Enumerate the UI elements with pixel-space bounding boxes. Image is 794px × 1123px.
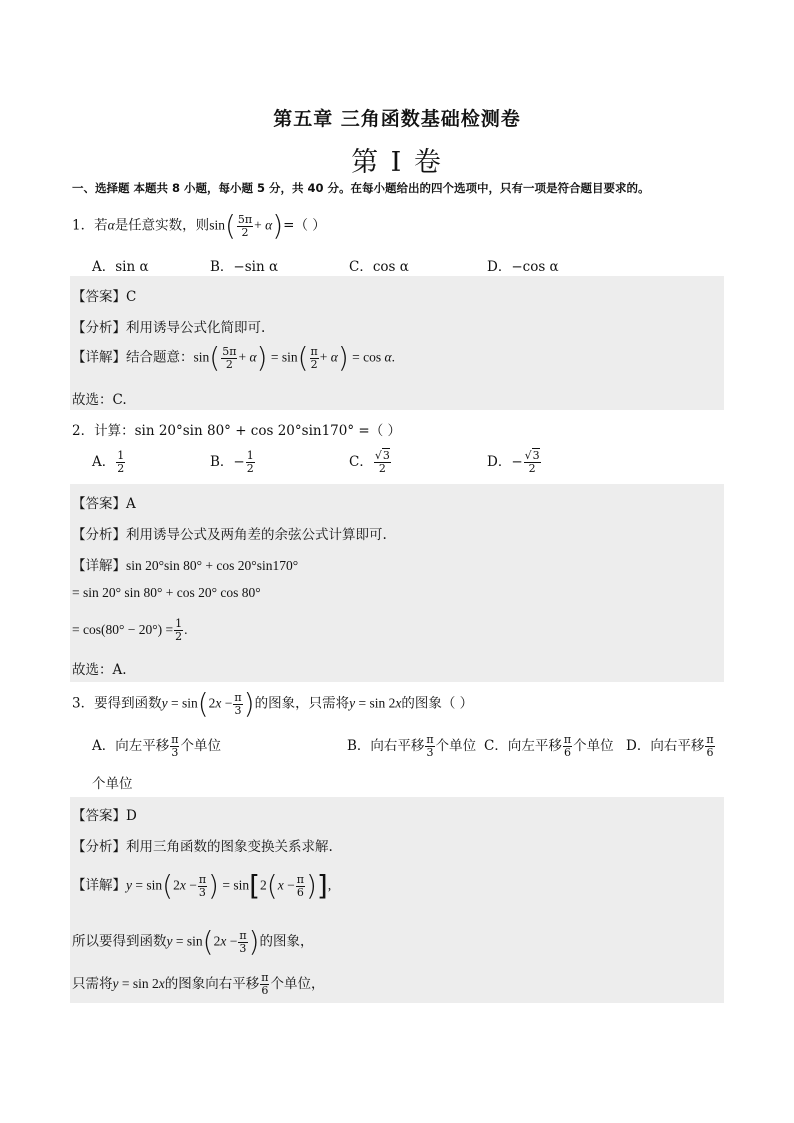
q3-detail-2: 所以要得到函数y = sin(2x − $\frac{\pi}{3}$ )的图象， xyxy=(72,925,314,958)
q2-option-d: D．− $\frac{√3}{2}$ xyxy=(487,449,540,475)
q1-option-c: C．cos α xyxy=(349,259,409,275)
q3-option-d-cont: 个单位 xyxy=(92,776,133,792)
q2-detail-2: = sin 20° sin 80° + cos 20° cos 80° xyxy=(72,585,261,600)
q1-detail: 【详解】结合题意：sin( $\frac{5\pi}{2}$ + α) = sin( $\frac{\pi}{2}$ + α) = cos α. xyxy=(72,341,395,374)
q3-answer: 【答案】D xyxy=(72,808,137,824)
q2-answer: 【答案】A xyxy=(72,496,136,512)
q2-option-b: B．− $\frac{1}{2}$ xyxy=(210,449,254,475)
q1-solution-box xyxy=(70,276,724,410)
q2-stem: 2．计算：sin 20°sin 80° + cos 20°sin170° =（ ） xyxy=(72,423,401,439)
q3-analysis: 【分析】利用三角函数的图象变换关系求解. xyxy=(72,839,333,855)
q1-stem: 1．若α是任意实数，则sin( $\frac{5\pi}{2}$ + α)=（ ） xyxy=(72,209,326,242)
q2-pick: 故选：A. xyxy=(72,662,127,678)
q3-option-c: C．向左平移 $\frac{\pi}{6}$ 个单位 xyxy=(484,733,614,759)
q1-pick: 故选：C. xyxy=(72,392,127,408)
q1-option-d: D．−cos α xyxy=(487,259,559,275)
section-header: 一、选择题 本题共 8 小题，每小题 5 分，共 40 分。在每小题给出的四个选项中，只有一项是符合题目要求的。 xyxy=(72,181,650,195)
volume-title: 第 I 卷 xyxy=(351,147,443,178)
q2-analysis: 【分析】利用诱导公式及两角差的余弦公式计算即可. xyxy=(72,527,387,543)
q3-option-a: A．向左平移 $\frac{\pi}{3}$ 个单位 xyxy=(92,733,221,759)
q2-solution-box xyxy=(70,484,724,682)
q3-detail: 【详解】y = sin(2x − $\frac{\pi}{3}$ ) = sin[2(x − $\frac{\pi}{6}$ )], xyxy=(72,869,332,902)
q1-answer: 【答案】C xyxy=(72,289,137,305)
q3-stem: 3．要得到函数y = sin(2x − $\frac{\pi}{3}$ )的图象，只需将y = sin 2x的图象（ ） xyxy=(72,687,474,720)
q2-option-a: A． $\frac{1}{2}$ xyxy=(92,449,125,475)
q3-option-d: D．向右平移 $\frac{\pi}{6}$ xyxy=(626,733,714,759)
q1-analysis: 【分析】利用诱导公式化简即可. xyxy=(72,320,266,336)
q3-detail-3: 只需将y = sin 2x的图象向右平移 $\frac{\pi}{6}$ 个单位， xyxy=(72,971,325,997)
q1-option-a: A．sin α xyxy=(92,259,149,275)
q2-option-c: C． $\frac{√3}{2}$ xyxy=(349,449,390,475)
q1-option-b: B．−sin α xyxy=(210,259,279,275)
q3-option-b: B．向右平移 $\frac{\pi}{3}$ 个单位 xyxy=(347,733,477,759)
q2-detail-1: 【详解】sin 20°sin 80° + cos 20°sin170° xyxy=(72,558,299,574)
page-title: 第五章 三角函数基础检测卷 xyxy=(273,108,521,130)
q2-detail-3: = cos(80° − 20°) = $\frac{1}{2}$ . xyxy=(72,617,188,643)
